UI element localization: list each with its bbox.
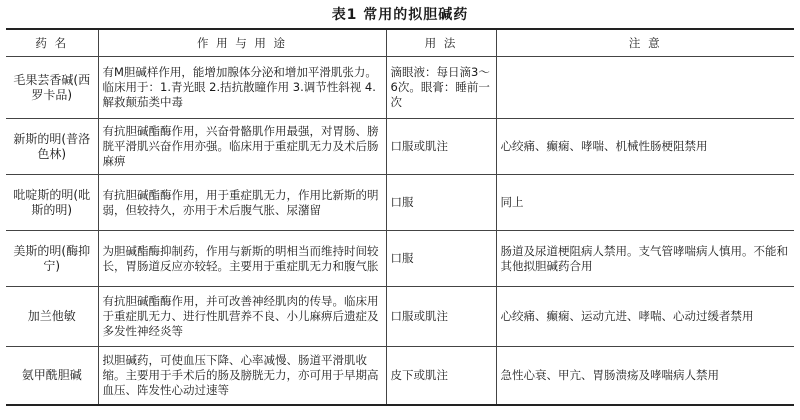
drug-method: 口服或肌注 (386, 119, 496, 175)
drug-method: 滴眼液：每日滴3～6次。眼膏：睡前一次 (386, 57, 496, 119)
drug-method: 皮下或肌注 (386, 347, 496, 405)
drug-method: 口服 (386, 231, 496, 287)
drug-name: 美斯的明(酶抑宁) (6, 231, 98, 287)
drug-use: 有抗胆碱酯酶作用，兴奋骨骼肌作用最强，对胃肠、膀胱平滑肌兴奋作用亦强。临床用于重症肌无力及术后肠麻痹 (98, 119, 386, 175)
drug-use: 有M胆碱样作用，能增加腺体分泌和增加平滑肌张力。临床用于：1.青光眼 2.拮抗散瞳作用 3.调节性斜视 4.解救颠茄类中毒 (98, 57, 386, 119)
drug-note: 同上 (496, 175, 794, 231)
table-row (6, 231, 794, 287)
drug-use: 有抗胆碱酯酶作用，并可改善神经肌肉的传导。临床用于重症肌无力、进行性肌营养不良、小儿麻痹后遗症及多发性神经炎等 (98, 287, 386, 347)
table-header-row (6, 29, 794, 57)
drug-note: 心绞痛、癫痫、运动亢进、哮喘、心动过缓者禁用 (496, 287, 794, 347)
table-row (6, 347, 794, 405)
table-title: 表1 常用的拟胆碱药 (331, 7, 469, 23)
header-method: 用 法 (386, 29, 496, 57)
drug-name: 加兰他敏 (6, 287, 98, 347)
drug-method: 口服或肌注 (386, 287, 496, 347)
drug-note: 肠道及尿道梗阻病人禁用。支气管哮喘病人慎用。不能和其他拟胆碱药合用 (496, 231, 794, 287)
table-row (6, 119, 794, 175)
drug-name: 新斯的明(普洛色林) (6, 119, 98, 175)
header-note: 注 意 (496, 29, 794, 57)
drug-method: 口服 (386, 175, 496, 231)
table-row (6, 57, 794, 119)
drug-table (6, 28, 794, 406)
header-drug-name: 药 名 (6, 29, 98, 57)
table-row (6, 175, 794, 231)
drug-use: 为胆碱酯酶抑制药，作用与新斯的明相当而维持时间较长，胃肠道反应亦较轻。主要用于重症肌无力和腹气胀 (98, 231, 386, 287)
drug-name: 氨甲酰胆碱 (6, 347, 98, 405)
table-row (6, 287, 794, 347)
drug-name: 吡啶斯的明(吡斯的明) (6, 175, 98, 231)
drug-use: 拟胆碱药，可使血压下降、心率减慢、肠道平滑肌收缩。主要用于手术后的肠及膀胱无力，亦可用于早期高血压、阵发性心动过速等 (98, 347, 386, 405)
header-use: 作 用 与 用 途 (98, 29, 386, 57)
drug-note (496, 57, 794, 119)
drug-name: 毛果芸香碱(西罗卡品) (6, 57, 98, 119)
drug-note: 心绞痛、癫痫、哮喘、机械性肠梗阻禁用 (496, 119, 794, 175)
drug-note: 急性心衰、甲亢、胃肠溃疡及哮喘病人禁用 (496, 347, 794, 405)
drug-use: 有抗胆碱酯酶作用，用于重症肌无力，作用比新斯的明弱，但较持久，亦用于术后腹气胀、尿潴留 (98, 175, 386, 231)
